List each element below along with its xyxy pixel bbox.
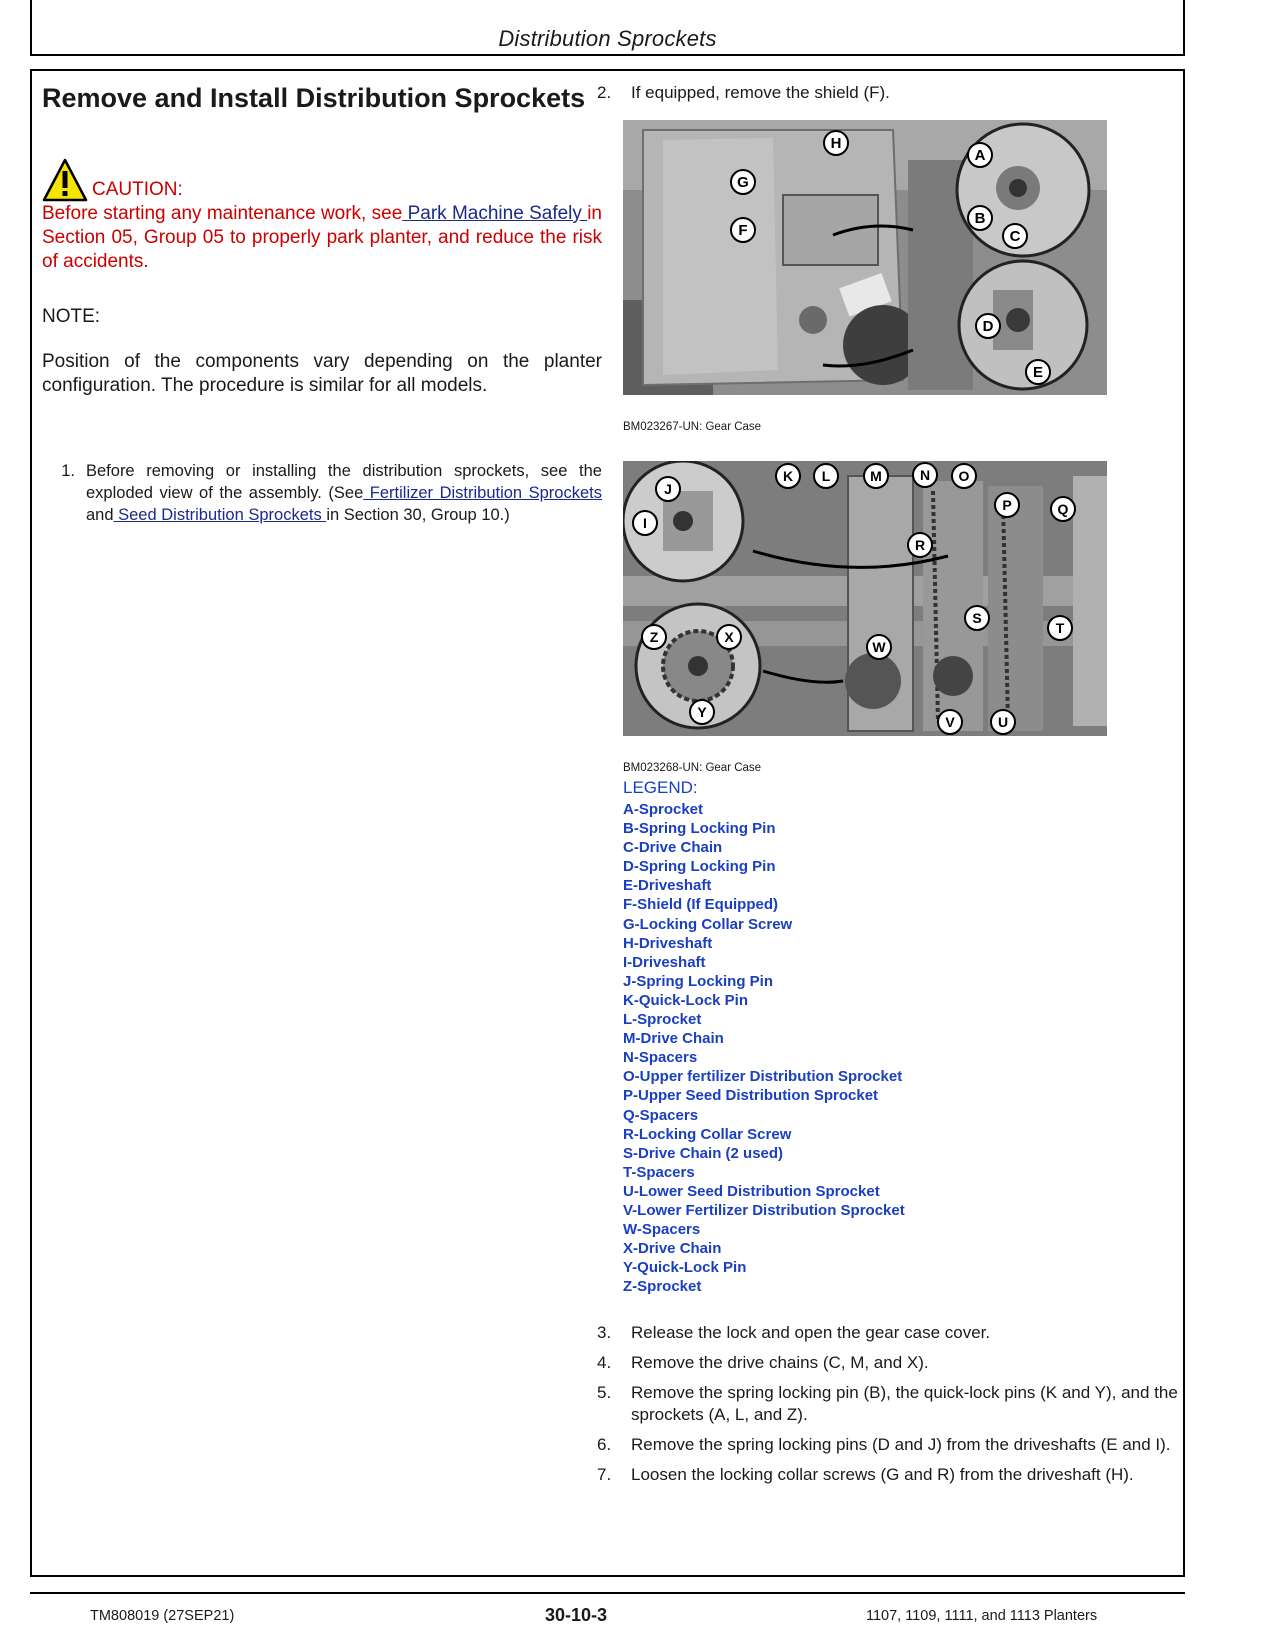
callout-j <box>656 477 680 501</box>
left-column <box>42 82 602 526</box>
step-text: Loosen the locking collar screws (G and R) from the driveshaft (H). <box>631 1465 1134 1485</box>
step1-text-b: and <box>86 506 114 524</box>
svg-text:P: P <box>1002 497 1012 513</box>
caution-text-part2: in Section 05, Group 05 to properly park planter, and reduce the risk of accidents. <box>42 203 602 272</box>
caution-block <box>42 158 602 274</box>
svg-text:S: S <box>972 610 982 626</box>
step-number: 2. <box>597 83 612 102</box>
step-text: Release the lock and open the gear case cover. <box>631 1323 991 1343</box>
svg-text:V: V <box>945 714 955 730</box>
svg-text:R: R <box>914 537 926 553</box>
svg-text:X: X <box>724 629 734 645</box>
svg-text:F: F <box>738 222 748 239</box>
note-label: NOTE: <box>42 306 101 327</box>
svg-text:D: D <box>982 318 994 335</box>
svg-text:M: M <box>870 468 882 484</box>
callout-x <box>717 625 741 649</box>
gear-case-photo-2 <box>623 461 1107 736</box>
legend-item: D-Spring Locking Pin <box>623 858 776 876</box>
svg-text:L: L <box>821 468 831 484</box>
gear-case-illustration-1 <box>623 120 1107 395</box>
callout-w <box>867 635 891 659</box>
figure-caption-2: BM023268-UN: Gear Case <box>623 762 762 774</box>
park-machine-safely-link[interactable]: Park Machine Safely <box>402 203 588 224</box>
callout-t <box>1048 616 1072 640</box>
legend-item: K-Quick-Lock Pin <box>623 991 749 1009</box>
callout-k <box>776 464 800 488</box>
callout-e <box>1026 360 1050 384</box>
svg-text:E: E <box>1032 364 1044 381</box>
gear-case-photo-1 <box>623 120 1107 395</box>
step-text <box>86 460 602 526</box>
legend-item: Q-Spacers <box>623 1106 699 1124</box>
step-number: 5. <box>597 1383 612 1403</box>
legend-item: V-Lower Fertilizer Distribution Sprocket <box>623 1201 905 1219</box>
callout-v <box>938 710 962 734</box>
callout-h <box>824 131 848 155</box>
svg-text:T: T <box>1055 620 1065 636</box>
callout-q <box>1051 497 1075 521</box>
legend-list <box>623 800 1178 1296</box>
legend-item: C-Drive Chain <box>623 839 723 857</box>
legend-item: W-Spacers <box>623 1221 701 1239</box>
legend-item: H-Driveshaft <box>623 934 713 952</box>
callout-a <box>968 143 992 167</box>
step-7 <box>597 1464 1178 1486</box>
right-column <box>597 82 1178 1494</box>
svg-text:J: J <box>664 481 672 497</box>
callout-u <box>991 710 1015 734</box>
footer-models: 1107, 1109, 1111, and 1113 Planters <box>866 1608 1098 1624</box>
step-6 <box>597 1434 1178 1456</box>
step-number: 3. <box>597 1323 612 1343</box>
callout-i <box>633 511 657 535</box>
note-text: Position of the components vary depending on the planter configuration. The procedure is similar for all models. <box>42 351 602 396</box>
callout-l <box>814 464 838 488</box>
legend-item: T-Spacers <box>623 1163 695 1181</box>
svg-text:A: A <box>974 147 986 164</box>
step-text: Remove the spring locking pins (D and J) from the driveshafts (E and I). <box>631 1435 1171 1455</box>
step-text: If equipped, remove the shield (F). <box>631 83 890 102</box>
figure-caption-1: BM023267-UN: Gear Case <box>623 421 762 433</box>
footer-doc-id: TM808019 (27SEP21) <box>90 1608 235 1624</box>
legend-item: R-Locking Collar Screw <box>623 1125 792 1143</box>
caution-text-part1: Before starting any maintenance work, see <box>42 203 403 224</box>
seed-distribution-sprockets-link[interactable]: Seed Distribution Sprockets <box>113 506 327 524</box>
legend-item: Z-Sprocket <box>623 1278 702 1296</box>
legend-item: I-Driveshaft <box>623 953 706 971</box>
step-4 <box>597 1352 1178 1374</box>
callout-p <box>995 493 1019 517</box>
footer-divider <box>30 1592 1185 1594</box>
svg-text:G: G <box>737 174 749 191</box>
legend-item: P-Upper Seed Distribution Sprocket <box>623 1087 879 1105</box>
legend-heading: LEGEND: <box>623 778 698 797</box>
gear-case-illustration-2 <box>623 461 1107 736</box>
callout-y <box>690 700 714 724</box>
svg-text:Q: Q <box>1057 501 1069 517</box>
svg-text:I: I <box>643 515 647 531</box>
legend-item: U-Lower Seed Distribution Sprocket <box>623 1182 880 1200</box>
legend-item: N-Spacers <box>623 1049 698 1067</box>
svg-text:C: C <box>1009 228 1021 245</box>
page-header <box>30 0 1185 56</box>
callout-m <box>864 464 888 488</box>
step-text: Remove the spring locking pin (B), the quick-lock pins (K and Y), and the sprockets (A, L, and Z). <box>631 1383 1178 1425</box>
callout-s <box>965 606 989 630</box>
callout-r <box>908 533 932 557</box>
caution-text <box>42 202 602 274</box>
legend-item: G-Locking Collar Screw <box>623 915 793 933</box>
legend-item: L-Sprocket <box>623 1011 702 1029</box>
fertilizer-distribution-sprockets-link[interactable]: Fertilizer Distribution Sprockets <box>363 484 602 502</box>
svg-text:H: H <box>830 135 842 152</box>
legend-item: S-Drive Chain (2 used) <box>623 1144 784 1162</box>
legend-item: X-Drive Chain <box>623 1240 722 1258</box>
footer-page-number: 30-10-3 <box>545 1605 608 1625</box>
step-1 <box>42 460 602 526</box>
svg-text:O: O <box>958 468 970 484</box>
svg-text:U: U <box>997 714 1009 730</box>
steps-list <box>597 1322 1178 1486</box>
callout-o <box>952 464 976 488</box>
callout-n <box>913 463 937 487</box>
svg-text:N: N <box>919 467 931 483</box>
step-2 <box>597 82 1178 104</box>
svg-text:Y: Y <box>697 704 707 720</box>
caution-label: CAUTION: <box>92 179 183 200</box>
callout-f <box>731 218 755 242</box>
callout-d <box>976 314 1000 338</box>
step-number: 7. <box>597 1465 612 1485</box>
warning-triangle-icon <box>42 158 88 202</box>
step1-text-a: Before removing or installing the distribution sprockets, see the exploded view of the assembly. (See <box>86 462 602 502</box>
step-text: Remove the drive chains (C, M, and X). <box>631 1353 929 1373</box>
legend-item: O-Upper fertilizer Distribution Sprocket <box>623 1068 903 1086</box>
step-3 <box>597 1322 1178 1344</box>
svg-text:Z: Z <box>649 629 659 645</box>
step-5 <box>597 1382 1178 1426</box>
legend-item: B-Spring Locking Pin <box>623 820 776 838</box>
svg-text:B: B <box>974 210 986 227</box>
callout-z <box>642 625 666 649</box>
step1-text-c: in Section 30, Group 10.) <box>326 506 510 524</box>
legend-item: A-Sprocket <box>623 801 704 818</box>
legend-item: F-Shield (If Equipped) <box>623 896 778 914</box>
legend-item: E-Driveshaft <box>623 877 712 895</box>
header-title: Distribution Sprockets <box>498 26 717 51</box>
step-number: 1. <box>61 462 75 480</box>
callout-g <box>731 170 755 194</box>
legend-item: M-Drive Chain <box>623 1030 724 1048</box>
section-title: Remove and Install Distribution Sprockets <box>42 83 586 113</box>
callout-c <box>1003 224 1027 248</box>
svg-text:K: K <box>782 468 794 484</box>
legend-item: J-Spring Locking Pin <box>623 972 774 990</box>
svg-text:W: W <box>872 639 886 655</box>
legend-item: Y-Quick-Lock Pin <box>623 1259 747 1277</box>
step-number: 6. <box>597 1435 612 1455</box>
callout-b <box>968 206 992 230</box>
step-number: 4. <box>597 1353 612 1373</box>
